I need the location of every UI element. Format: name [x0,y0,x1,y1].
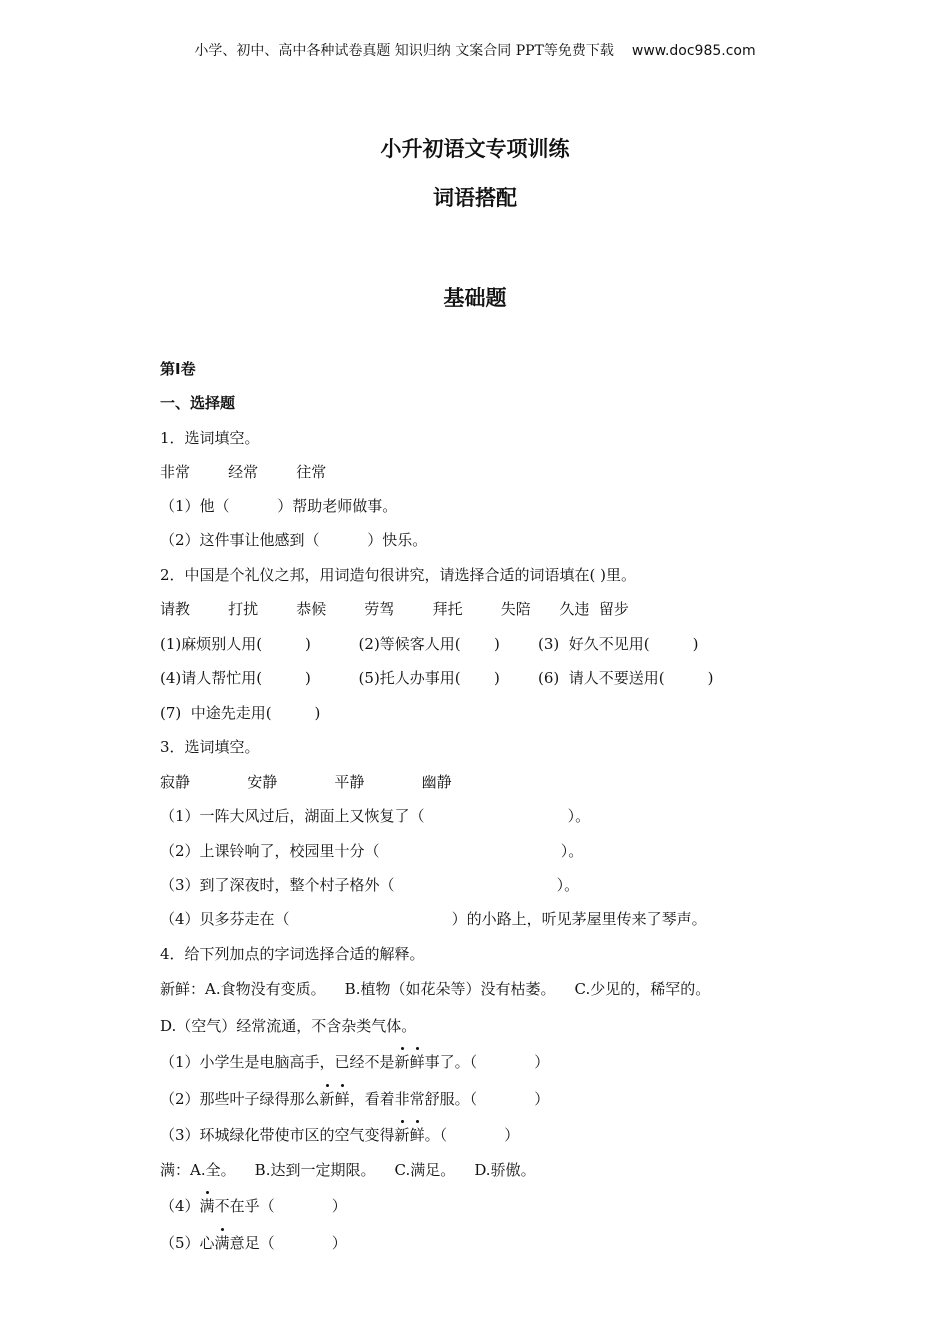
q4-item-2-dotted-char: 鲜 [334,1090,350,1108]
sub-title: 词语搭配 [433,186,517,210]
q4-item-5 [160,1233,347,1253]
q4-man-options: 满：A.全。 B.达到一定期限。 C.满足。 D.骄傲。 [160,1161,536,1179]
q4-xinxian-option-d: D.（空气）经常流通，不含杂类气体。 [160,1017,417,1035]
q2-word-bank: 请教 打扰 恭候 劳驾 拜托 失陪 久违 留步 [160,600,629,618]
q4-item-4-text-before: （4） [160,1197,200,1215]
q4-item-3-dotted-char: 新 [394,1126,410,1144]
q3-item-3: （3）到了深夜时，整个村子格外（ ）。 [160,876,580,894]
q3-word-bank: 寂静 安静 平静 幽静 [160,773,452,791]
q1-word-bank: 非常 经常 往常 [160,463,327,481]
part1-heading: 一、选择题 [160,394,236,412]
q4-item-2-text-after: ，看着非常舒服。（ ） [349,1090,550,1108]
q4-item-3-dotted-char: 鲜 [409,1126,425,1144]
q1-stem: 1．选词填空。 [160,429,260,447]
q4-item-4 [160,1196,347,1216]
q4-xinxian-options: 新鲜：A.食物没有变质。 B.植物（如花朵等）没有枯萎。 C.少见的，稀罕的。 [160,980,711,998]
q1-item-1: （1）他（ ）帮助老师做事。 [160,497,398,515]
q4-item-5-dotted-char: 满 [214,1234,230,1252]
q4-item-5-text-after: 意足（ ） [229,1234,347,1252]
q4-item-1 [160,1052,549,1072]
q4-item-3-text-after: 。（ ） [424,1126,520,1144]
q4-item-1-text-before: （1）小学生是电脑高手，已经不是 [160,1053,395,1071]
header-url[interactable]: www.doc985.com [631,43,756,59]
q4-item-2-dotted-char: 新 [319,1090,335,1108]
q2-stem: 2．中国是个礼仪之邦，用词造句很讲究，请选择合适的词语填在( )里。 [160,566,637,584]
q3-item-1: （1）一阵大风过后，湖面上又恢复了（ ）。 [160,807,591,825]
q4-item-2-text-before: （2）那些叶子绿得那么 [160,1090,320,1108]
volume-label: 第Ⅰ卷 [160,360,196,378]
q4-item-4-text-after: 不在乎（ ） [214,1197,347,1215]
q2-row-1: (1)麻烦别人用( ) (2)等候客人用( ) (3) 好久不见用( ) [160,635,699,653]
q3-stem: 3．选词填空。 [160,738,260,756]
q4-item-5-text-before: （5）心 [160,1234,215,1252]
q4-item-3 [160,1125,519,1145]
q4-item-3-text-before: （3）环城绿化带使市区的空气变得 [160,1126,395,1144]
q2-row-2: (4)请人帮忙用( ) (5)托人办事用( ) (6) 请人不要送用( ) [160,669,714,687]
main-title: 小升初语文专项训练 [380,137,570,161]
q4-item-1-dotted-char: 新 [394,1053,410,1071]
page-header [0,42,950,60]
q2-row-3: (7) 中途先走用( ) [160,704,321,722]
q1-item-2: （2）这件事让他感到（ ）快乐。 [160,531,428,549]
q3-item-4: （4）贝多芬走在（ ）的小路上，听见茅屋里传来了琴声。 [160,910,707,928]
q4-item-1-dotted-char: 鲜 [409,1053,425,1071]
q4-item-2 [160,1089,549,1109]
section-title: 基础题 [443,286,507,310]
header-text: 小学、初中、高中各种试卷真题 知识归纳 文案合同 PPT等免费下载 [194,43,614,59]
q3-item-2: （2）上课铃响了，校园里十分（ ）。 [160,842,584,860]
q4-item-1-text-after: 事了。（ ） [424,1053,550,1071]
q4-stem: 4．给下列加点的字词选择合适的解释。 [160,945,425,963]
q4-item-4-dotted-char: 满 [199,1197,215,1215]
